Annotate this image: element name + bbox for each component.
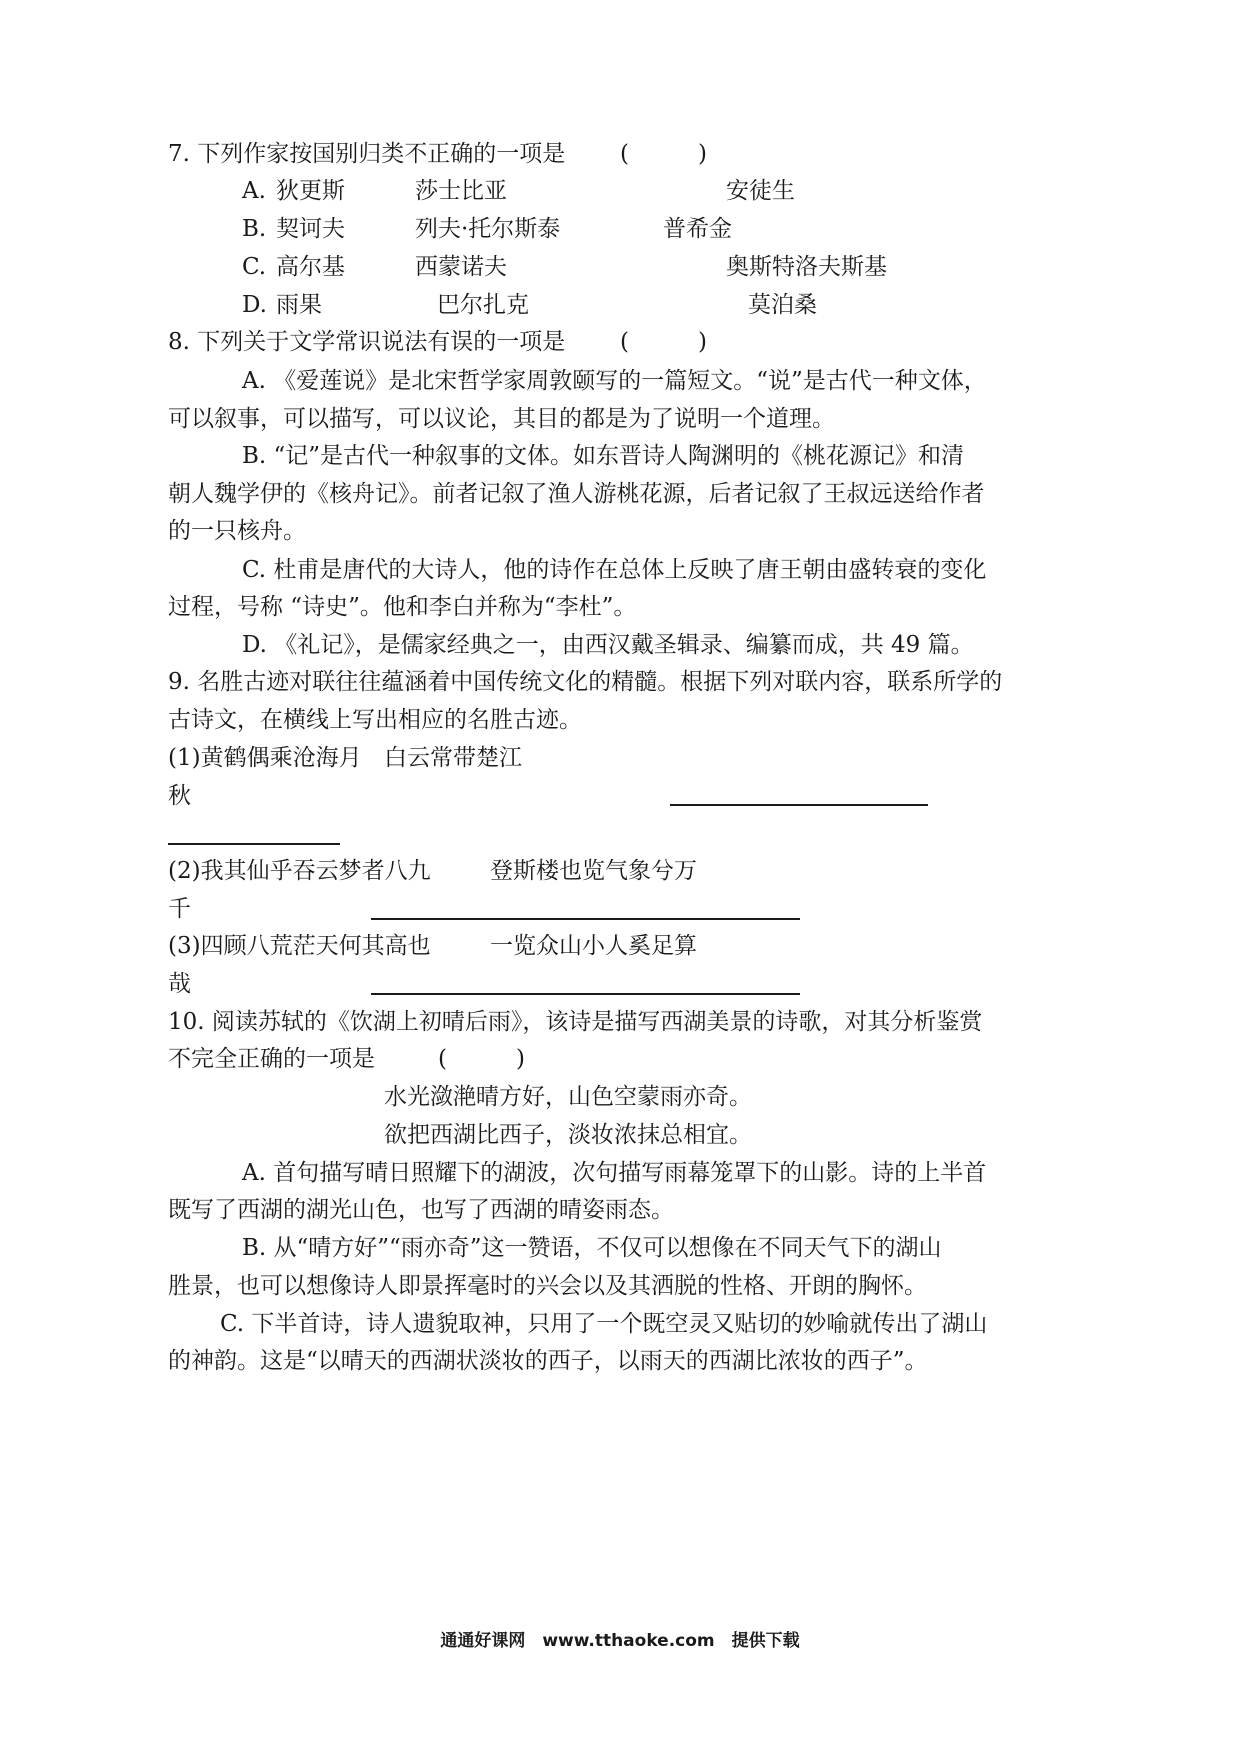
q7-option-c-writer-1: 高尔基 xyxy=(276,254,345,280)
q7-option-a-writer-2: 莎士比亚 xyxy=(415,178,507,204)
q9-couplet-3-lower-end: 哉 xyxy=(168,971,191,997)
q7-stem: 7. 下列作家按国别归类不正确的一项是 xyxy=(168,141,566,167)
q8-option-b-line-2: 朝人魏学伊的《核舟记》。前者记叙了渔人游桃花源，后者记叙了王叔远送给作者 xyxy=(168,481,985,507)
q9-couplet-2-lower: 登斯楼也览气象兮万 xyxy=(490,858,697,884)
q10-option-a-line-2: 既写了西湖的湖光山色，也写了西湖的晴姿雨态。 xyxy=(168,1197,674,1223)
q7-option-c-writer-3: 奥斯特洛夫斯基 xyxy=(726,254,887,280)
q7-option-d-writer-2: 巴尔扎克 xyxy=(437,292,529,318)
q10-option-c-line-1: C. 下半首诗，诗人遗貌取神，只用了一个既空灵又贴切的妙喻就传出了湖山 xyxy=(220,1311,988,1337)
q7-option-c-writer-2: 西蒙诺夫 xyxy=(415,254,507,280)
q10-option-c-line-2: 的神韵。这是“以晴天的西湖状淡妆的西子，以雨天的西湖比浓妆的西子”。 xyxy=(168,1348,928,1374)
q10-poem-line-1: 水光潋滟晴方好，山色空蒙雨亦奇。 xyxy=(384,1084,752,1110)
q8-option-d-line-1: D. 《礼记》，是儒家经典之一，由西汉戴圣辑录、编纂而成，共 49 篇。 xyxy=(242,632,974,658)
page-footer-download-notice: 通通好课网 www.tthaoke.com 提供下载 xyxy=(440,1631,800,1651)
q8-option-c-line-2: 过程，号称 “诗史”。他和李白并称为“李杜”。 xyxy=(168,594,637,620)
q7-answer-paren: ( ) xyxy=(620,141,707,167)
q7-option-a-writer-3: 安徒生 xyxy=(726,178,795,204)
q9-answer-blank-2[interactable] xyxy=(371,918,800,920)
q9-couplet-3-upper: (3)四顾八荒茫天何其高也 xyxy=(168,933,431,959)
q7-option-c-letter: C. xyxy=(242,254,267,280)
q7-option-b-writer-2: 列夫·托尔斯泰 xyxy=(415,216,561,242)
q10-answer-paren: ( ) xyxy=(438,1046,525,1072)
q9-answer-blank-3[interactable] xyxy=(371,993,800,995)
q9-couplet-2-lower-end: 千 xyxy=(168,896,191,922)
q9-couplet-3-lower: 一览众山小人奚足算 xyxy=(490,933,697,959)
q7-option-b-writer-3: 普希金 xyxy=(663,216,732,242)
q7-option-b-letter: B. xyxy=(242,216,267,242)
q7-option-d-writer-3: 莫泊桑 xyxy=(748,292,817,318)
q8-option-b-line-3: 的一只核舟。 xyxy=(168,518,306,544)
q9-couplet-1-lower-end: 秋 xyxy=(168,783,191,809)
q7-option-a-writer-1: 狄更斯 xyxy=(276,178,345,204)
q10-option-b-line-1: B. 从“晴方好”“雨亦奇”这一赞语，不仅可以想像在不同天气下的湖山 xyxy=(242,1235,942,1261)
q7-option-d-letter: D. xyxy=(242,292,267,318)
q9-couplet-2-upper: (2)我其仙乎吞云梦者八九 xyxy=(168,858,431,884)
q8-option-c-line-1: C. 杜甫是唐代的大诗人，他的诗作在总体上反映了唐王朝由盛转衰的变化 xyxy=(242,557,987,583)
q10-poem-line-2: 欲把西湖比西子，淡妆浓抹总相宜。 xyxy=(384,1122,752,1148)
q7-option-a-letter: A. xyxy=(242,178,266,204)
q9-couplet-1-upper: (1)黄鹤偶乘沧海月 xyxy=(168,745,362,771)
q7-option-b-writer-1: 契诃夫 xyxy=(276,216,345,242)
q8-stem: 8. 下列关于文学常识说法有误的一项是 xyxy=(168,329,566,355)
q9-answer-blank-1a[interactable] xyxy=(670,804,928,806)
q8-option-a-line-1: A. 《爱莲说》是北宋哲学家周敦颐写的一篇短文。“说”是古代一种文体， xyxy=(242,368,987,394)
q10-stem-line-2: 不完全正确的一项是 xyxy=(168,1046,375,1072)
q9-stem-line-2: 古诗文，在横线上写出相应的名胜古迹。 xyxy=(168,707,582,733)
q9-answer-blank-1b[interactable] xyxy=(168,843,340,845)
q9-couplet-1-lower: 白云常带楚江 xyxy=(384,745,522,771)
q8-option-b-line-1: B. “记”是古代一种叙事的文体。如东晋诗人陶渊明的《桃花源记》和清 xyxy=(242,443,965,469)
q8-answer-paren: ( ) xyxy=(620,329,707,355)
q8-option-a-line-2: 可以叙事，可以描写，可以议论，其目的都是为了说明一个道理。 xyxy=(168,406,835,432)
q9-stem-line-1: 9. 名胜古迹对联往往蕴涵着中国传统文化的精髓。根据下列对联内容，联系所学的 xyxy=(168,669,1003,695)
q10-option-b-line-2: 胜景，也可以想像诗人即景挥毫时的兴会以及其洒脱的性格、开朗的胸怀。 xyxy=(168,1273,927,1299)
q10-stem-line-1: 10. 阅读苏轼的《饮湖上初晴后雨》，该诗是描写西湖美景的诗歌，对其分析鉴赏 xyxy=(168,1009,983,1035)
q7-option-d-writer-1: 雨果 xyxy=(276,292,322,318)
q10-option-a-line-1: A. 首句描写晴日照耀下的湖波，次句描写雨幕笼罩下的山影。诗的上半首 xyxy=(242,1160,987,1186)
